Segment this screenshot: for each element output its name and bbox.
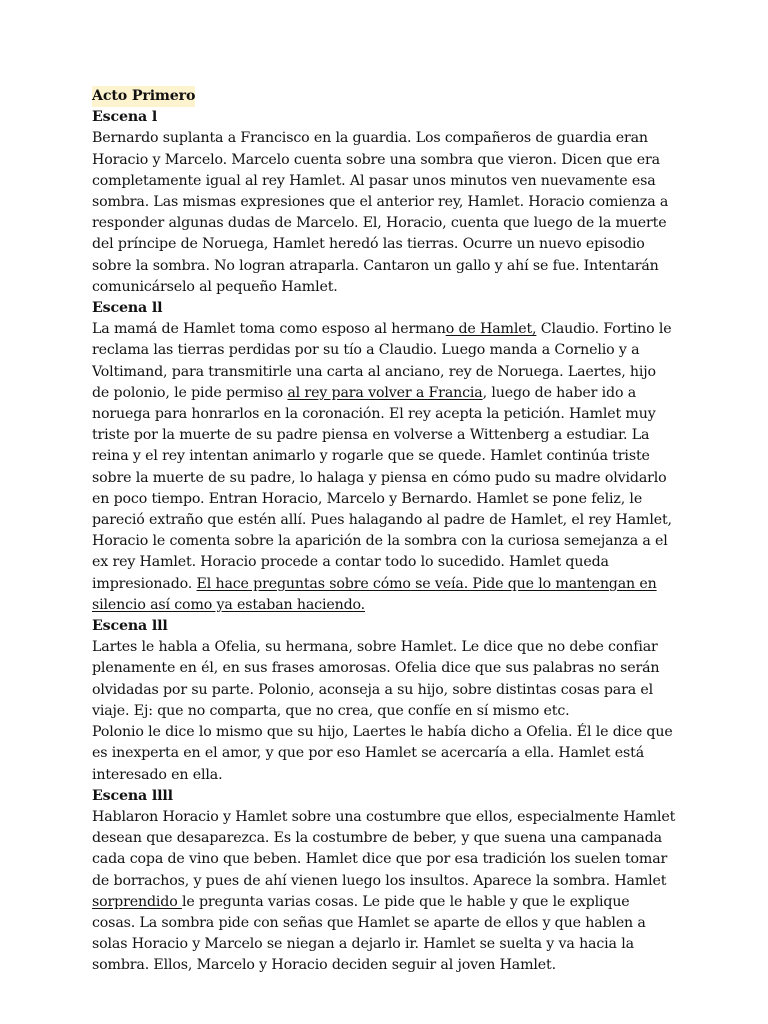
scene-paragraph bbox=[92, 807, 676, 977]
scene-title: Escena llll bbox=[92, 787, 173, 804]
underlined-text: o de Hamlet, bbox=[445, 321, 537, 338]
text-run: Claudio. Fortino le reclama las tierras perdidas por su tío a Claudio. Luego manda a Cornelio y a Voltimand, para transmitirle una carta al anciano, rey de Noruega. Laertes, hijo de polonio, le pide permiso bbox=[92, 321, 672, 401]
scene-title: Escena lll bbox=[92, 618, 168, 635]
text-run: Polonio le dice lo mismo que su hijo, Laertes le había dicho a Ofelia. Él le dice que es inexperta en el amor, y que por eso Hamlet se acercaría a ella. Hamlet está interesado en ella. bbox=[92, 724, 673, 783]
text-run: Lartes le habla a Ofelia, su hermana, sobre Hamlet. Le dice que no debe confiar plenamente en él, en sus frases amorosas. Ofelia dice que sus palabras no serán olvidadas por su parte. Polonio, aconseja a su hijo, sobre distintas cosas para el viaje. Ej: que no comparta, que no crea, que confíe en sí mismo etc. bbox=[92, 639, 660, 719]
scene-paragraph bbox=[92, 637, 676, 722]
text-run: Bernardo suplanta a Francisco en la guardia. Los compañeros de guardia eran Horacio y Marcelo. Marcelo cuenta sobre una sombra que vieron. Dicen que era completamente igual al rey Hamlet. Al pasar unos minutos ven nuevamente esa sombra. Las mismas expresiones que el anterior rey, Hamlet. Horacio comienza a responder algunas dudas de Marcelo. El, Horacio, cuenta que luego de la muerte del príncipe de Noruega, Hamlet heredó las tierras. Ocurre un nuevo episodio sobre la sombra. No logran atraparla. Cantaron un gallo y ahí se fue. Intentarán comunicárselo al pequeño Hamlet. bbox=[92, 130, 669, 295]
underlined-text: sorprendido bbox=[92, 893, 182, 910]
text-run: , luego de haber ido a noruega para honrarlos en la coronación. El rey acepta la petición. Hamlet muy triste por la muerte de su padre piensa en volverse a Wittenberg a estudiar. La reina y el rey intentan animarlo y rogarle que se quede. Hamlet continúa triste sobre la muerte de su padre, lo halaga y piensa en cómo pudo su madre olvidarlo en poco tiempo. Entran Horacio, Marcelo y Bernardo. Hamlet se pone feliz, le pareció extraño que estén allí. Pues halagando al padre de Hamlet, el rey Hamlet, Horacio le comenta sobre la aparición de la sombra con la curiosa semejanza a el ex rey Hamlet. Horacio procede a contar todo lo sucedido. Hamlet queda impresionado. bbox=[92, 384, 672, 592]
scene-title: Escena l bbox=[92, 109, 158, 126]
act-title: Acto Primero bbox=[92, 86, 195, 107]
text-run: le pregunta varias cosas. Le pide que le hable y que le explique cosas. La sombra pide con señas que Hamlet se aparte de ellos y que hablen a solas Horacio y Marcelo se niegan a dejarlo ir. Hamlet se suelta y va hacia la sombra. Ellos, Marcelo y Horacio deciden seguir al joven Hamlet. bbox=[92, 893, 646, 974]
text-run: La mamá de Hamlet toma como esposo al herman bbox=[92, 321, 446, 338]
scene-paragraph bbox=[92, 722, 676, 786]
scene-section bbox=[92, 786, 676, 977]
text-run: Hablaron Horacio y Hamlet sobre una costumbre que ellos, especialmente Hamlet desean que desaparezca. Es la costumbre de beber, y que suena una campanada cada copa de vino que beben. Hamlet dice que por esa tradición los suelen tomar de borrachos, y pues de ahí vienen luego los insultos. Aparece la sombra. Hamlet bbox=[92, 808, 676, 889]
underlined-text: El hace preguntas sobre cómo se veía. Pide que lo mantengan en silencio así como ya estaban haciendo. bbox=[92, 575, 657, 613]
scenes-container bbox=[92, 107, 676, 976]
scene-paragraph bbox=[92, 128, 676, 298]
scene-section bbox=[92, 616, 676, 786]
scene-title: Escena ll bbox=[92, 300, 163, 317]
scene-section bbox=[92, 298, 676, 616]
scene-section bbox=[92, 107, 676, 298]
underlined-text: al rey para volver a Francia bbox=[287, 384, 483, 401]
scene-paragraph bbox=[92, 319, 676, 616]
